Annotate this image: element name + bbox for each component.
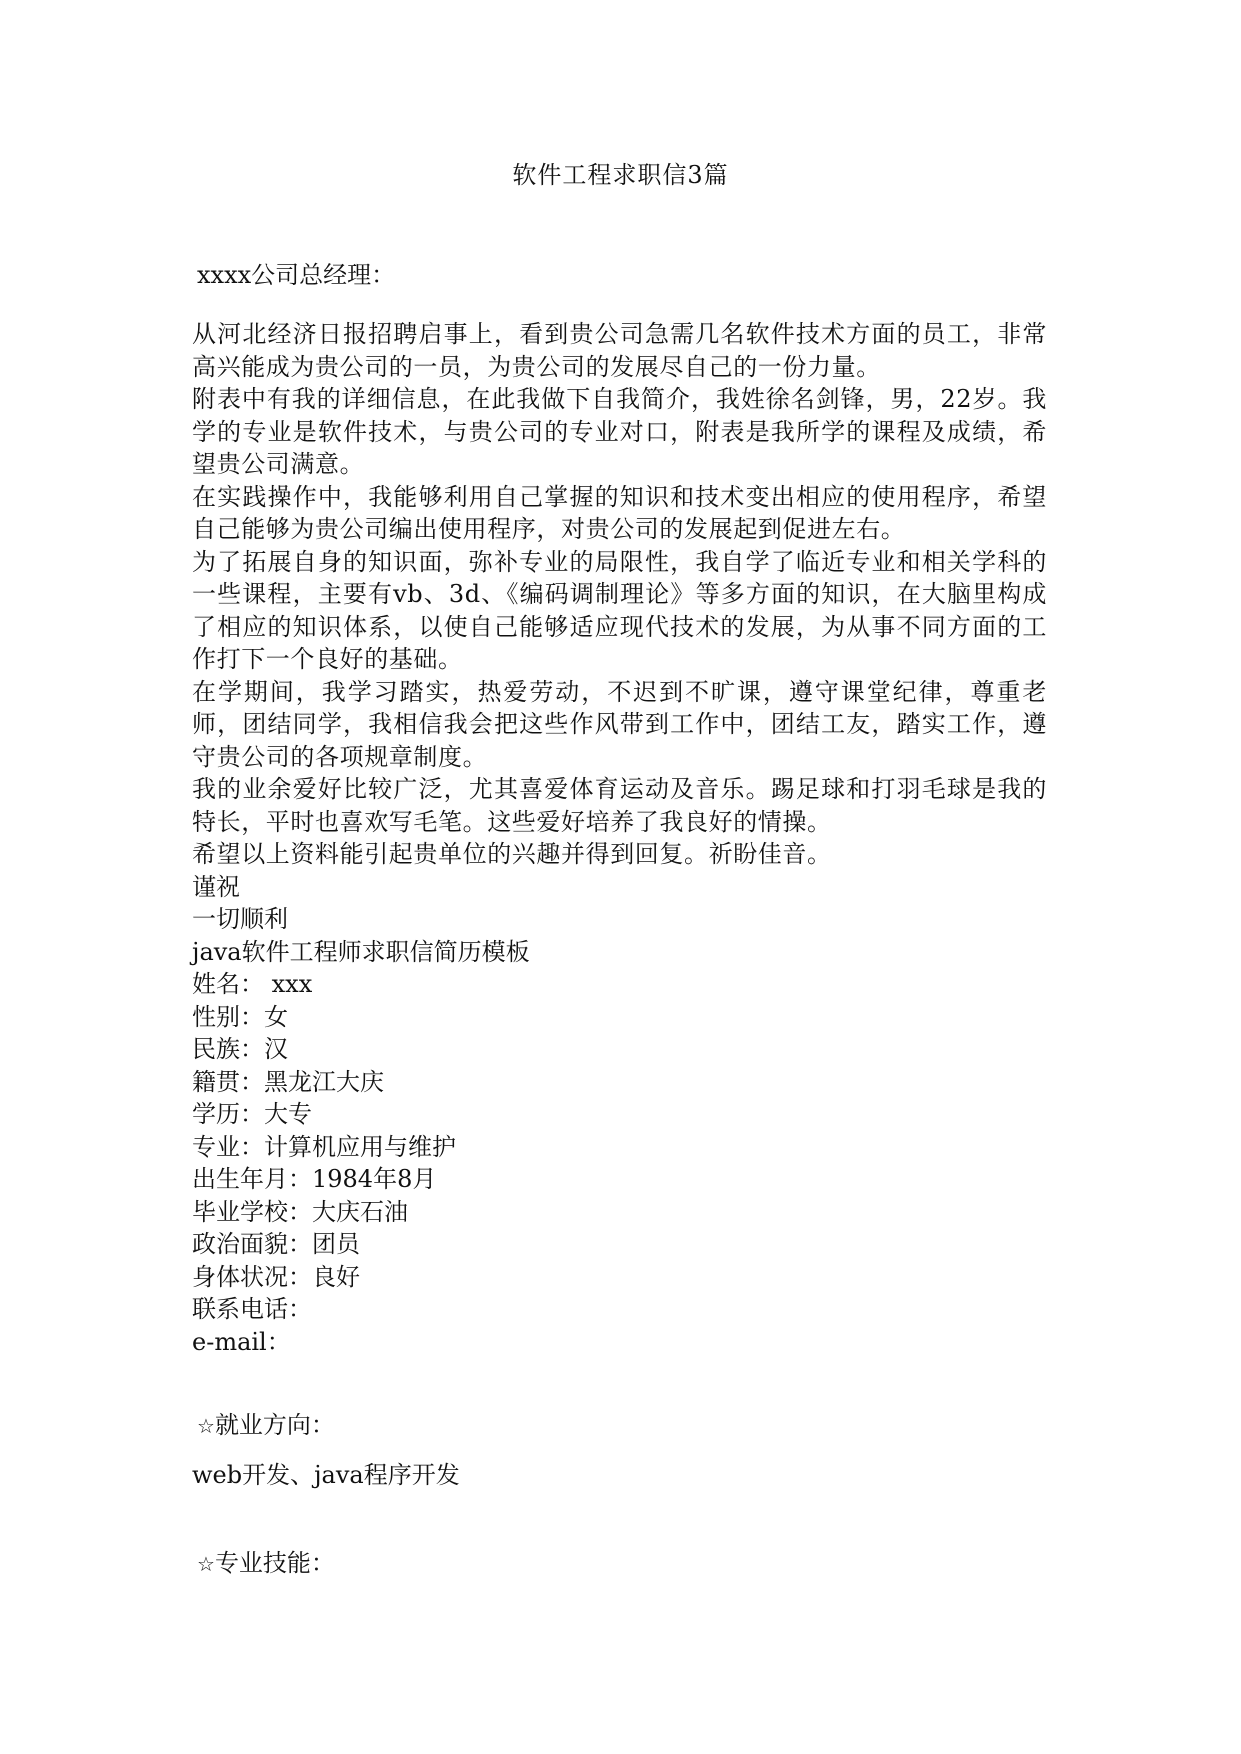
info-label: 籍贯：	[192, 1067, 264, 1096]
info-row-political-status	[192, 1228, 1047, 1261]
info-label: 姓名：	[192, 970, 264, 998]
closing-line: 谨祝	[192, 872, 240, 901]
info-row-gender	[192, 1001, 1047, 1034]
info-row-ethnicity	[192, 1033, 1047, 1066]
info-value: 黑龙江大庆	[264, 1067, 384, 1096]
letter-body	[192, 318, 1047, 1358]
star-icon: ☆	[197, 1414, 215, 1438]
info-value: 团员	[312, 1230, 360, 1258]
paragraph: 在实践操作中，我能够利用自己掌握的知识和技术变出相应的使用程序，希望自己能够为贵公司编出使用程序，对贵公司的发展起到促进左右。	[192, 482, 1047, 543]
paragraph: 希望以上资料能引起贵单位的兴趣并得到回复。祈盼佳音。	[192, 840, 832, 868]
info-label: e-mail：	[192, 1327, 291, 1356]
section-heading-skills	[197, 1546, 335, 1581]
page-title: 软件工程求职信3篇	[512, 161, 729, 189]
closing-line: 一切顺利	[192, 905, 288, 933]
section-title: 专业技能：	[214, 1549, 335, 1577]
info-label: 专业：	[192, 1132, 264, 1161]
info-label: 身体状况：	[192, 1262, 312, 1291]
info-value: 女	[264, 1002, 288, 1031]
info-row-major	[192, 1131, 1047, 1164]
star-icon: ☆	[197, 1552, 215, 1576]
info-value: 良好	[312, 1262, 360, 1291]
info-row-email	[192, 1326, 1047, 1359]
paragraph: 从河北经济日报招聘启事上，看到贵公司急需几名软件技术方面的员工，非常高兴能成为贵公司的一员，为贵公司的发展尽自己的一份力量。	[192, 320, 1047, 381]
info-label: 毕业学校：	[192, 1197, 312, 1226]
info-row-name	[192, 968, 1047, 1001]
info-row-school	[192, 1196, 1047, 1229]
direction-text: web开发、java程序开发	[192, 1461, 460, 1489]
info-label: 性别：	[192, 1002, 264, 1031]
paragraph: 在学期间，我学习踏实，热爱劳动，不迟到不旷课，遵守课堂纪律，尊重老师，团结同学，我相信我会把这些作风带到工作中，团结工友，踏实工作，遵守贵公司的各项规章制度。	[192, 677, 1047, 771]
info-row-phone	[192, 1293, 1047, 1326]
paragraph: 我的业余爱好比较广泛，尤其喜爱体育运动及音乐。踢足球和打羽毛球是我的特长，平时也喜欢写毛笔。这些爱好培养了我良好的情操。	[192, 775, 1047, 836]
info-label: 政治面貌：	[192, 1230, 312, 1258]
info-row-hometown	[192, 1066, 1047, 1099]
info-value: 大庆石油	[312, 1197, 408, 1226]
paragraph: 附表中有我的详细信息，在此我做下自我简介，我姓徐名剑锋，男，22岁。我学的专业是软件技术，与贵公司的专业对口，附表是我所学的课程及成绩，希望贵公司满意。	[192, 385, 1047, 478]
info-label: 学历：	[192, 1100, 264, 1128]
paragraph: 为了拓展自身的知识面，弥补专业的局限性，我自学了临近专业和相关学科的一些课程，主要有vb、3d、《编码调制理论》等多方面的知识，在大脑里构成了相应的知识体系，以使自己能够适应现代技术的发展，为从事不同方面的工作打下一个良好的基础。	[192, 547, 1047, 673]
info-value: 大专	[264, 1100, 312, 1128]
info-row-birthdate	[192, 1163, 1047, 1196]
info-label: 民族：	[192, 1035, 264, 1063]
info-value: 计算机应用与维护	[264, 1132, 456, 1161]
salutation: xxxx公司总经理：	[197, 261, 396, 289]
info-value: xxx	[264, 970, 313, 998]
info-row-education	[192, 1098, 1047, 1131]
info-value: 1984年8月	[312, 1165, 437, 1193]
info-label: 出生年月：	[192, 1165, 312, 1193]
section-title: 就业方向：	[214, 1411, 335, 1439]
info-row-health	[192, 1261, 1047, 1294]
section-heading-direction	[197, 1408, 335, 1443]
info-value: 汉	[264, 1035, 288, 1063]
info-label: 联系电话：	[192, 1295, 312, 1323]
resume-title: java软件工程师求职信简历模板	[192, 937, 530, 966]
